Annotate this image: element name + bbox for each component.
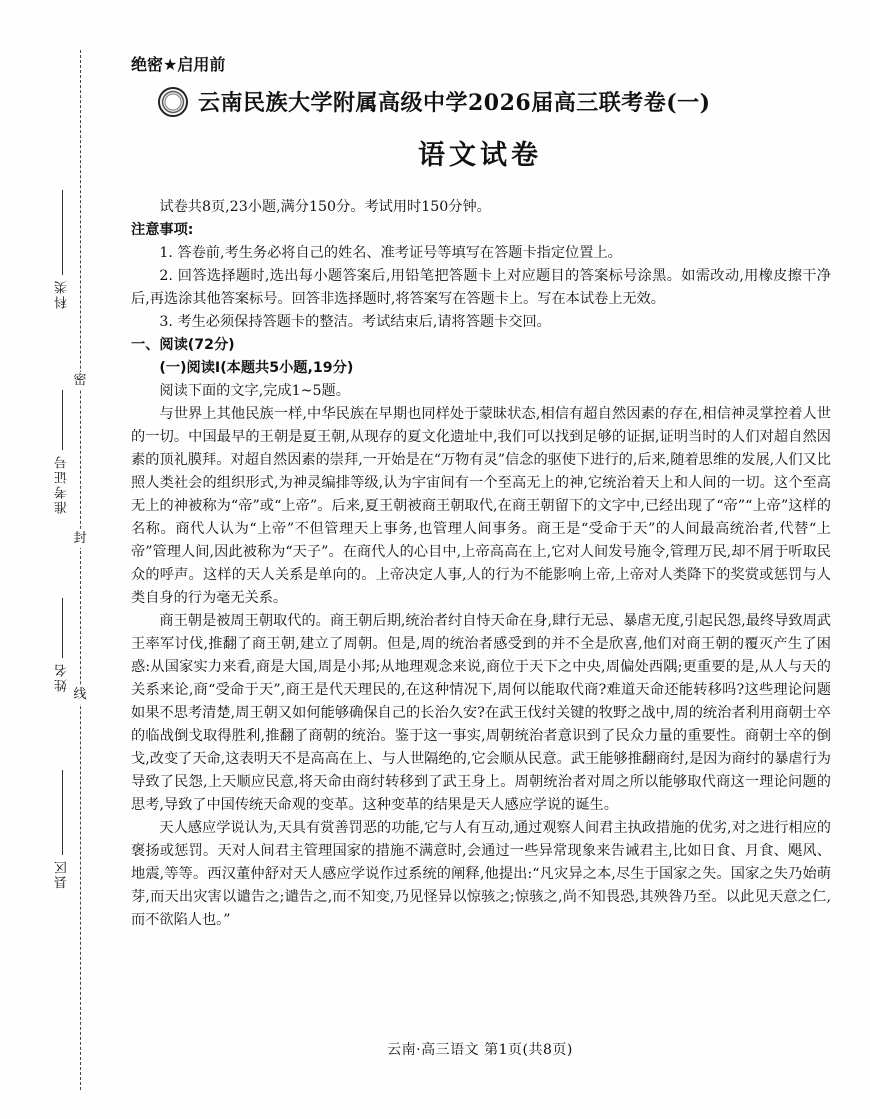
seal-mark-feng: 封 — [71, 530, 89, 548]
subject-title: 语文试卷 — [418, 140, 542, 171]
field-label: 科类 — [54, 279, 70, 309]
section-title: 一、阅读(72分) — [131, 337, 235, 353]
note-item: 2. 回答选择题时,选出每小题答案后,用铅笔把答题卡上对应题目的答案标号涂黑。如需改动,用橡皮擦干净后,再选涂其他答案标号。回答非选择题时,将答案写在答题卡上。写在本试卷上无效。 — [131, 268, 831, 307]
passage-paragraph: 天人感应学说认为,天具有赏善罚恶的功能,它与人有互动,通过观察人间君主执政措施的优劣,对之进行相应的褒扬或惩罚。天对人间君主管理国家的措施不满意时,会通过一些异常现象来告诫君主,比如日食、月食、飓风、地震,等等。西汉董仲舒对天人感应学说作过系统的阐释,他提出:“凡灾异之本,尽生于国家之失。国家之失乃始萌芽,而天出灾害以谴告之;谴告之,而不知变,乃见怪异以惊骇之;惊骇之,尚不知畏恐,其殃咎乃至。以此见天意之仁,而不欲陷人也。” — [131, 820, 831, 928]
field-label: 准考证号 — [54, 454, 70, 514]
field-exam-number — [52, 390, 72, 514]
field-label: 县区 — [54, 859, 70, 889]
exam-title: 云南民族大学附属高级中学2026届高三联考卷(一) — [198, 90, 711, 116]
passage-paragraph: 商王朝是被周王朝取代的。商王朝后期,统治者纣自恃天命在身,肆行无忌、暴虐无度,引起民怨,最终导致周武王率军讨伐,推翻了商王朝,建立了周朝。但是,周的统治者感受到的并不全是欣喜,他们对商王朝的覆灭产生了困惑:从国家实力来看,商是大国,周是小邦;从地理观念来说,商位于天下之中央,周偏处西隅;更重要的是,从人与天的关系来论,商“受命于天”,商王是代天理民的,在这种情况下,周何以能取代商?难道天命还能转移吗?这些理论问题如果不思考清楚,周王朝又如何能够确保自己的长治久安?在武王伐纣关键的牧野之战中,周的统治者利用商朝士卒的临战倒戈取得胜利,推翻了商朝的统治。鉴于这一事实,周朝统治者意识到了民众力量的重要性。商朝士卒的倒戈,改变了天命,这表明天不是高高在上、与人世隔绝的,它会顺从民意。武王能够推翻商纣,是因为商纣的暴虐行为导致了民怨,上天顺应民意,将天命由商纣转移到了武王身上。周朝统治者对周之所以能够取代商这一理论问题的思考,导致了中国传统天命观的变革。这种变革的结果是天人感应学说的诞生。 — [131, 613, 831, 813]
school-logo-icon — [158, 87, 188, 117]
seal-line — [80, 50, 81, 1090]
field-county — [52, 770, 72, 889]
note-item: 3. 考生必须保持答题卡的整洁。考试结束后,请将答题卡交回。 — [159, 314, 551, 330]
section-subtitle: (一)阅读Ⅰ(本题共5小题,19分) — [159, 360, 354, 376]
seal-mark-xian: 线 — [71, 686, 89, 704]
exam-content — [131, 196, 831, 932]
page-footer: 云南·高三语文 第1页(共8页) — [387, 1042, 573, 1058]
passage-paragraph: 与世界上其他民族一样,中华民族在早期也同样处于蒙昧状态,相信有超自然因素的存在,相信神灵掌控着人世的一切。中国最早的王朝是夏王朝,从现存的夏文化遗址中,我们可以找到足够的证据,证明当时的人们对超自然因素的顶礼膜拜。对超自然因素的崇拜,一开始是在“万物有灵”信念的驱使下进行的,后来,随着思维的发展,人们又比照人类社会的组织形式,为神灵编排等级,认为宇宙间有一个至高无上的神,它统治着天上和人间的一切。这个至高无上的神被称为“帝”或“上帝”。后来,夏王朝被商王朝取代,在商王朝留下的文字中,已经出现了“帝”“上帝”这样的名称。商代人认为“上帝”不但管理天上事务,也管理人间事务。商王是“受命于天”的人间最高统治者,代替“上帝”管理人间,因此被称为“天子”。在商代人的心目中,上帝高高在上,它对人间发号施令,管理万民,却不屑于听取民众的呼声。这样的天人关系是单向的。上帝决定人事,人的行为不能影响上帝,上帝对人类降下的奖赏或惩罚与人类自身的行为毫无关系。 — [131, 406, 831, 606]
field-subject-category — [52, 190, 72, 309]
notes-title: 注意事项: — [131, 222, 194, 238]
reading-instruction: 阅读下面的文字,完成1~5题。 — [159, 383, 350, 399]
field-name — [52, 598, 72, 692]
field-label: 姓名 — [54, 662, 70, 692]
seal-mark-mi: 密 — [71, 372, 89, 390]
exam-intro: 试卷共8页,23小题,满分150分。考试用时150分钟。 — [159, 199, 491, 215]
confidential-label: 绝密★启用前 — [131, 55, 226, 74]
note-item: 1. 答卷前,考生务必将自己的姓名、准考证号等填写在答题卡指定位置上。 — [159, 245, 622, 261]
